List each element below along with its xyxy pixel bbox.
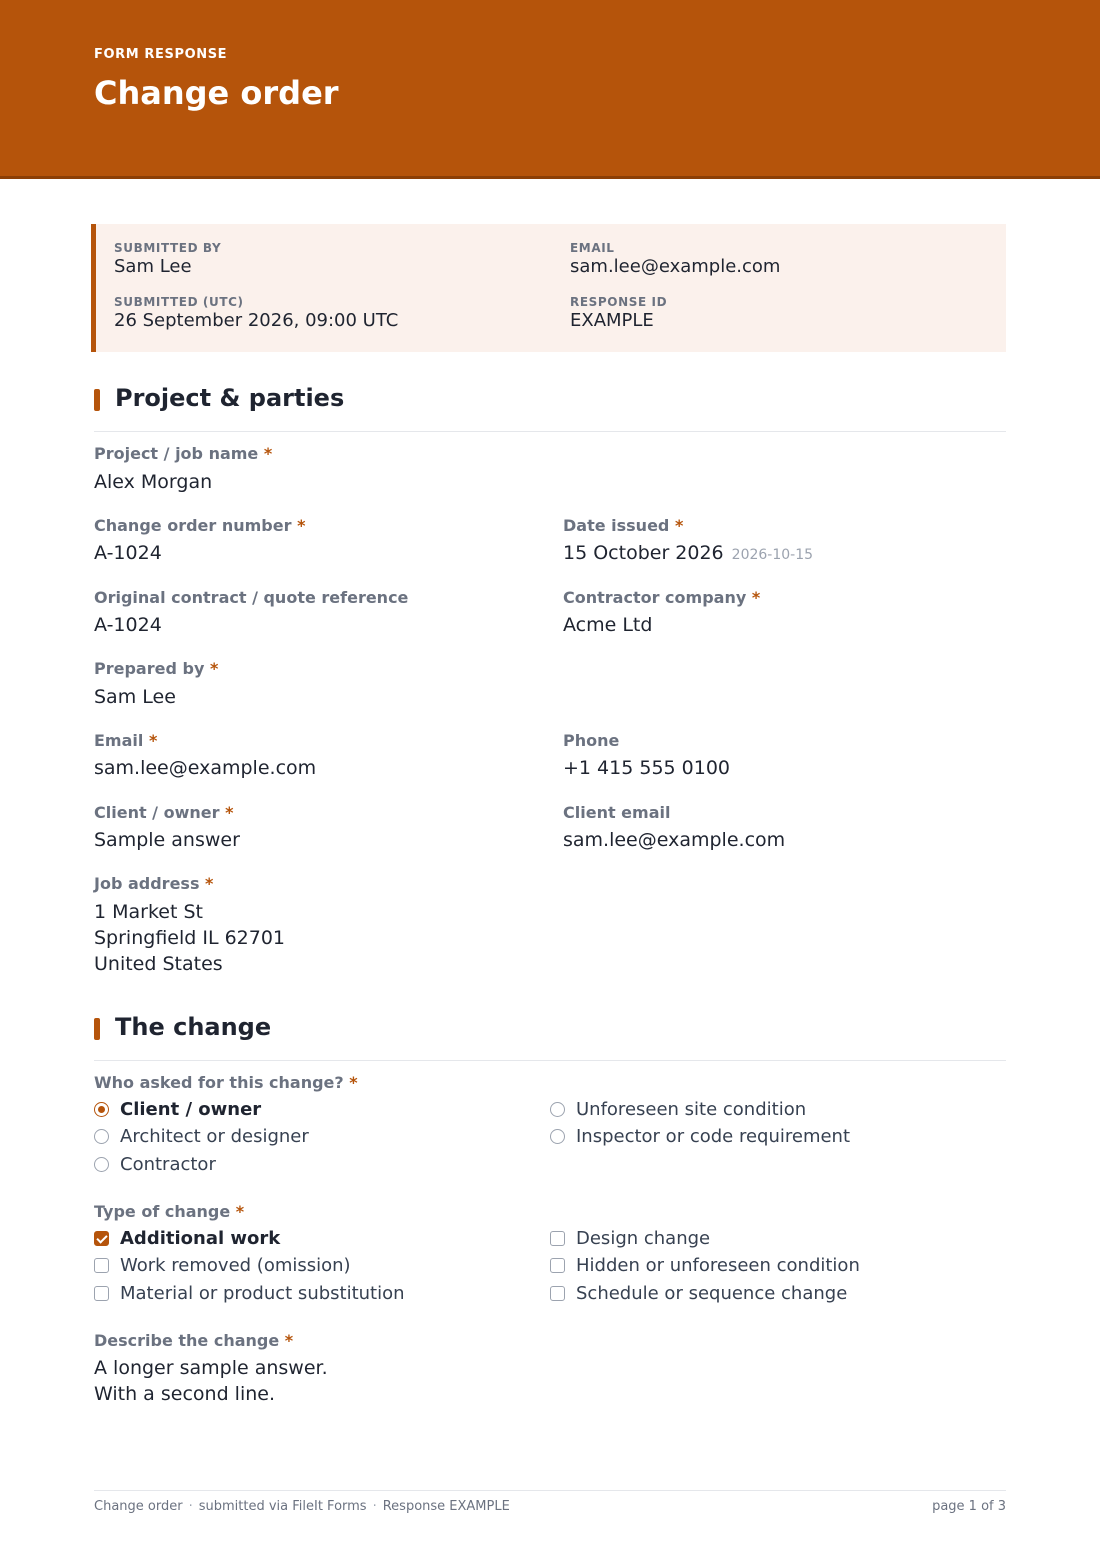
checkbox-icon (94, 1258, 109, 1273)
label-email: Email * (94, 731, 158, 750)
value-original-contract: A-1024 (94, 614, 162, 636)
label-describe-change: Describe the change * (94, 1331, 294, 1350)
form-kicker: FORM RESPONSE (94, 47, 228, 62)
value-job-address: 1 Market St Springfield IL 62701 United States (94, 901, 286, 975)
value-email: sam.lee@example.com (94, 757, 317, 779)
value-change-order-number: A-1024 (94, 542, 162, 564)
label-prepared-by: Prepared by * (94, 659, 219, 678)
value-contractor-company: Acme Ltd (563, 614, 653, 636)
meta-submitted-utc: SUBMITTED (UTC) 26 September 2026, 09:00 UTC (114, 295, 399, 331)
meta-response-id: RESPONSE ID EXAMPLE (570, 295, 668, 331)
section-accent-bar (94, 1018, 100, 1040)
value-project-name: Alex Morgan (94, 471, 213, 493)
label-date-issued: Date issued * (563, 516, 684, 535)
radio-icon (550, 1129, 565, 1144)
page-number: page 1 of 3 (932, 1499, 1006, 1514)
checkbox-icon (94, 1286, 109, 1301)
meta-email: EMAIL sam.lee@example.com (570, 241, 781, 277)
label-contractor-company: Contractor company * (563, 588, 761, 607)
footer-info: Change order · submitted via FileIt Forms · Response EXAMPLE (94, 1499, 510, 1514)
label-job-address: Job address * (94, 874, 214, 893)
label-client-email: Client email (563, 803, 671, 822)
form-title: Change order (94, 74, 339, 112)
meta-submitted-by: SUBMITTED BY Sam Lee (114, 241, 222, 277)
section-project-parties (94, 384, 1006, 432)
radio-icon (94, 1129, 109, 1144)
value-date-issued: 15 October 2026 2026-10-15 (563, 542, 814, 564)
section-title: Project & parties (115, 384, 345, 412)
radio-icon (94, 1157, 109, 1172)
label-original-contract: Original contract / quote reference (94, 588, 409, 607)
page-footer (94, 1490, 1006, 1514)
label-who-asked: Who asked for this change? * (94, 1073, 358, 1092)
value-client-owner: Sample answer (94, 829, 240, 851)
section-accent-bar (94, 389, 100, 411)
checkbox-icon (550, 1286, 565, 1301)
checkbox-icon (550, 1258, 565, 1273)
label-client-owner: Client / owner * (94, 803, 234, 822)
radio-selected-icon (94, 1102, 109, 1117)
value-describe-change: A longer sample answer. With a second line. (94, 1357, 328, 1405)
radio-icon (550, 1102, 565, 1117)
value-prepared-by: Sam Lee (94, 686, 176, 708)
value-client-email: sam.lee@example.com (563, 829, 786, 851)
section-the-change (94, 1013, 1006, 1061)
form-header (0, 0, 1100, 179)
label-project-name: Project / job name * (94, 444, 273, 463)
section-title: The change (115, 1013, 272, 1041)
date-iso: 2026-10-15 (731, 547, 814, 563)
label-change-order-number: Change order number * (94, 516, 306, 535)
checkbox-checked-icon (94, 1231, 109, 1246)
label-type-of-change: Type of change * (94, 1202, 245, 1221)
submission-meta (91, 224, 1006, 352)
checkbox-icon (550, 1231, 565, 1246)
label-phone: Phone (563, 731, 620, 750)
value-phone: +1 415 555 0100 (563, 757, 731, 779)
